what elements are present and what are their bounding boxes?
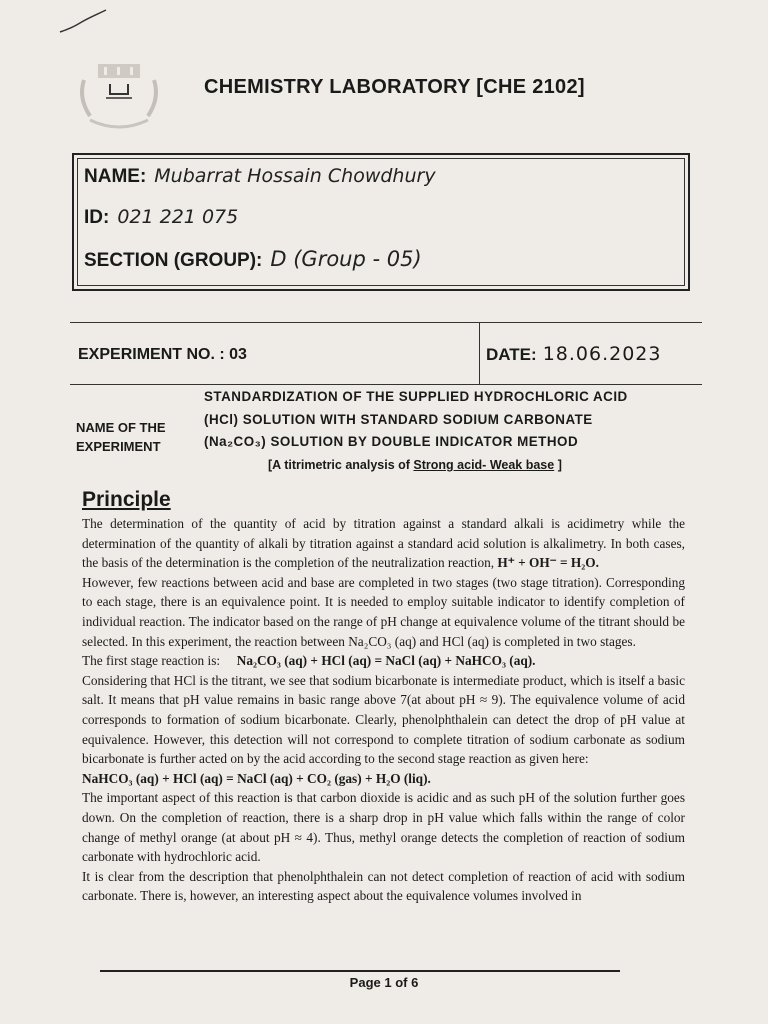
pen-stroke-mark [58, 8, 108, 34]
equation: H⁺ + OH⁻ = H₂O. [497, 555, 599, 571]
page-number: Page 1 of 6 [349, 975, 419, 990]
paragraph: The first stage reaction is: Na₂CO₃ (aq) + HCl (aq) = NaCl (aq) + NaHCO₃ (aq). [82, 653, 536, 669]
paragraph: Considering that HCl is the titrant, we see that sodium bicarbonate is intermediate product, which is itself a basic salt. It means that pH value remains in basic range above 7(at about pH ≈ 9). The equivalence volume of acid corresponds to formation of sodium bicarbonate. Clearly, phenolphthalein can detect the drop of pH value at equivalence. However, this detection will not correspond to complete titration of sodium carbonate as sodium bicarbonate is further acted on by the acid according to the second stage reaction as given here: [82, 672, 685, 767]
name-label: NAME: [84, 166, 147, 187]
id-label: ID: [84, 207, 110, 228]
id-value: 021 221 075 [117, 206, 239, 228]
date-label: DATE: [486, 345, 537, 364]
section-value: D (Group - 05) [270, 247, 422, 271]
experiment-number-label: EXPERIMENT NO. : [78, 346, 225, 363]
experiment-title: STANDARDIZATION OF THE SUPPLIED HYDROCHLORIC ACID (HCl) SOLUTION WITH STANDARD SODIUM CARBONATE (Na₂CO₃) SOLUTION BY DOUBLE INDICATOR METHOD [204, 389, 628, 449]
name-line [84, 165, 436, 188]
subtitle-underlined: Strong acid- Weak base [413, 458, 555, 472]
student-info-box [72, 153, 690, 291]
footer-divider [100, 970, 620, 972]
experiment-subtitle: [A titrimetric analysis of Strong acid- Weak base ] [268, 458, 562, 472]
divider-vertical [479, 322, 480, 384]
paragraph: It is clear from the description that phenolphthalein can not detect completion of reaction of acid with sodium carbonate. There is, however, an interesting aspect about the equivalence volumes involved in [82, 868, 685, 904]
equation: Na₂CO₃ (aq) + HCl (aq) = NaCl (aq) + NaHCO₃ (aq). [236, 653, 536, 669]
lab-course-title: CHEMISTRY LABORATORY [CHE 2102] [204, 76, 585, 98]
experiment-date [486, 343, 661, 365]
experiment-name-label: NAME OF THE EXPERIMENT [76, 420, 166, 454]
principle-heading: Principle [82, 488, 171, 511]
section-label: SECTION (GROUP): [84, 250, 263, 271]
date-value: 18.06.2023 [542, 343, 662, 365]
id-line [84, 206, 238, 229]
section-line [84, 247, 422, 272]
principle-body [82, 514, 685, 906]
paragraph: The determination of the quantity of acid by titration against a standard alkali is acidimetry while the determination of the quantity of alkali by titration against a standard acid solution is alkalimetry. In both cases, the basis of the determination is the completion of the neutralization reaction, H⁺ + OH⁻ = H₂O. [82, 516, 685, 571]
paragraph: The important aspect of this reaction is that carbon dioxide is acidic and as such pH of the solution further goes down. On the completion of reaction, there is a sharp drop in pH value which falls within the range of color change of methyl orange (at about pH ≈ 4). Thus, methyl orange detects the completion of reaction of sodium carbonate with hydrochloric acid. [82, 790, 685, 865]
paragraph: However, few reactions between acid and base are completed in two stages (two stage titration). Corresponding to each stage, there is an equivalence point. It is needed to employ suitable indicator to identify completion of individual reaction. The indicator based on the range of pH change at equivalence volume of the titrant should be selected. In this experiment, the reaction between Na₂CO₃ (aq) and HCl (aq) is completed in two stages. [82, 574, 685, 649]
experiment-number [78, 346, 247, 364]
divider-top [70, 322, 702, 323]
divider-middle [70, 384, 702, 385]
experiment-number-value: 03 [229, 346, 247, 363]
name-value: Mubarrat Hossain Chowdhury [154, 165, 436, 187]
university-logo-icon [70, 58, 168, 136]
equation: NaHCO₃ (aq) + HCl (aq) = NaCl (aq) + CO₂ (gas) + H₂O (liq). [82, 770, 431, 786]
